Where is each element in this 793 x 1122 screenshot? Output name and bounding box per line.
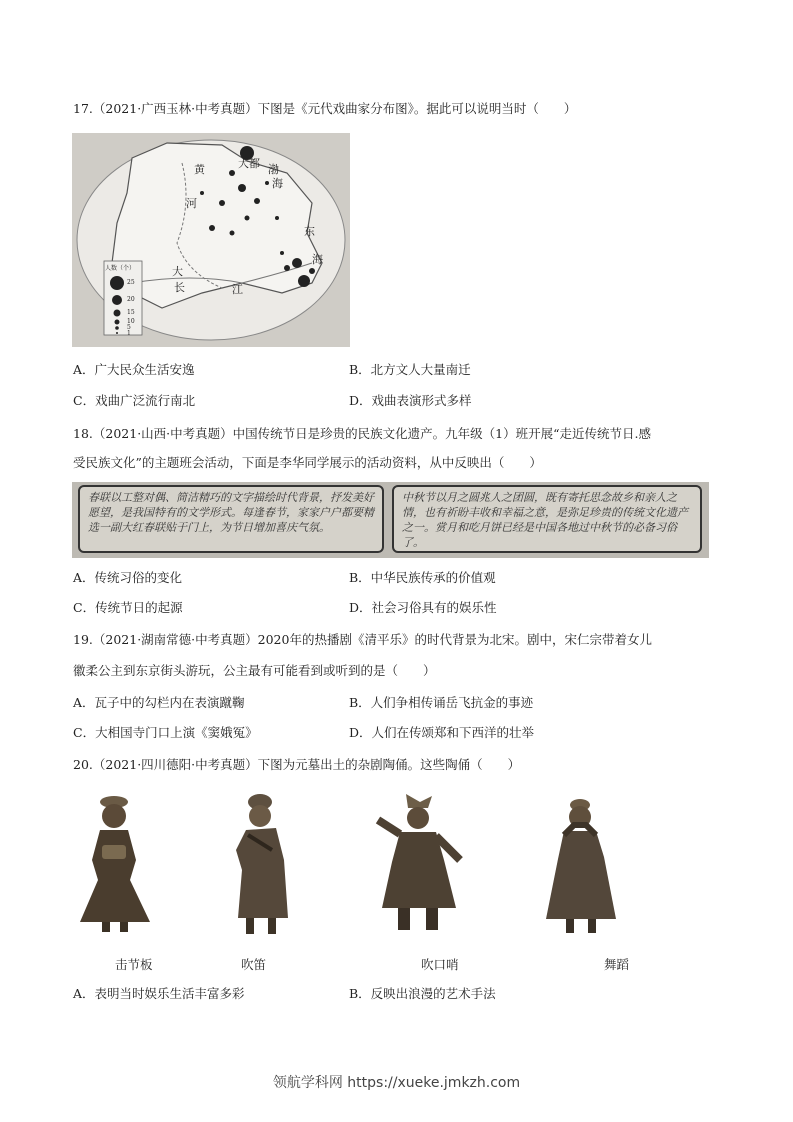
legend-value: 15 — [127, 309, 135, 316]
caption-clapper: 击节板 — [115, 957, 153, 972]
caption-whistle: 吹口哨 — [421, 957, 459, 972]
figurine-whistle — [370, 790, 466, 940]
yuan-drama-map — [72, 133, 350, 347]
map-label-hai2: 海 — [312, 253, 323, 266]
map-label-he: 河 — [186, 197, 197, 210]
q19-stem-line2: 徽柔公主到东京街头游玩，公主最有可能看到或听到的是（ ） — [73, 663, 436, 678]
caption-dance: 舞蹈 — [604, 957, 630, 972]
q17-option-c[interactable]: C．戏曲广泛流行南北 — [73, 393, 196, 408]
q19-option-a[interactable]: A．瓦子中的勾栏内在表演蹴鞠 — [73, 695, 245, 710]
figurine-flute — [228, 790, 298, 940]
map-drawing — [72, 133, 350, 347]
q18-option-c[interactable]: C．传统节日的起源 — [73, 600, 183, 615]
map-label-dadu: 大都 — [238, 157, 260, 170]
q19-option-b[interactable]: B．人们争相传诵岳飞抗金的事迹 — [349, 695, 534, 710]
q18-option-a[interactable]: A．传统习俗的变化 — [73, 570, 183, 585]
q17-option-b[interactable]: B．北方文人大量南迁 — [349, 362, 471, 377]
q17-stem: 17.（2021·广西玉林·中考真题）下图是《元代戏曲家分布图》。据此可以说明当时（ ） — [73, 101, 577, 116]
festival-banner — [72, 482, 709, 558]
legend-value: 1 — [127, 330, 131, 337]
q17-option-a[interactable]: A．广大民众生活安逸 — [73, 362, 195, 377]
caption-flute: 吹笛 — [241, 957, 267, 972]
legend-value: 5 — [127, 324, 131, 331]
legend-value: 20 — [127, 296, 135, 303]
q18-option-d[interactable]: D．社会习俗具有的娱乐性 — [349, 600, 497, 615]
figurine-clapper — [72, 790, 156, 940]
spring-couplet-box: 春联以工整对偶、简洁精巧的文字描绘时代背景，抒发美好愿望，是我国特有的文学形式。每逢春节，家家户户都要精选一副大红春联贴于门上，为节日增加喜庆气氛。 — [78, 485, 384, 553]
legend-value: 25 — [127, 279, 135, 286]
map-label-hai: 海 — [272, 177, 283, 190]
legend-value: 10 — [127, 318, 135, 325]
page-footer: 领航学科网 https://xueke.jmkzh.com — [272, 1075, 521, 1091]
map-label-jiang: 江 — [232, 283, 243, 296]
q18-stem-line2: 受民族文化”的主题班会活动，下面是李华同学展示的活动资料，从中反映出（ ） — [73, 455, 542, 470]
map-label-da: 大 — [172, 265, 183, 278]
map-label-huang: 黄 — [194, 163, 205, 176]
q19-stem-line1: 19.（2021·湖南常德·中考真题）2020年的热播剧《清平乐》的时代背景为北宋。剧中，宋仁宗带着女儿 — [73, 632, 652, 647]
q17-option-d[interactable]: D．戏曲表演形式多样 — [349, 393, 472, 408]
map-label-dong: 东 — [304, 225, 315, 238]
figurine-dance — [542, 795, 622, 940]
mid-autumn-box: 中秋节以月之圆兆人之团圆，既有寄托思念故乡和亲人之情，也有祈盼丰收和幸福之意，是弥足珍贵的传统文化遗产之一。赏月和吃月饼已经是中国各地过中秋节的必备习俗了。 — [392, 485, 702, 553]
q19-option-d[interactable]: D．人们在传颂郑和下西洋的壮举 — [349, 725, 535, 740]
legend-title: 人数（个） — [105, 265, 136, 272]
q18-stem-line1: 18.（2021·山西·中考真题）中国传统节日是珍贵的民族文化遗产。九年级（1）班开展“走近传统节日.感 — [73, 426, 651, 441]
map-label-bo: 渤 — [268, 163, 279, 176]
q19-option-c[interactable]: C．大相国寺门口上演《窦娥冤》 — [73, 725, 258, 740]
map-label-chang: 长 — [174, 281, 185, 294]
q20-option-b[interactable]: B．反映出浪漫的艺术手法 — [349, 986, 496, 1001]
q20-stem: 20.（2021·四川德阳·中考真题）下图为元墓出土的杂剧陶俑。这些陶俑（ ） — [73, 757, 521, 772]
q18-option-b[interactable]: B．中华民族传承的价值观 — [349, 570, 496, 585]
q20-option-a[interactable]: A．表明当时娱乐生活丰富多彩 — [73, 986, 245, 1001]
